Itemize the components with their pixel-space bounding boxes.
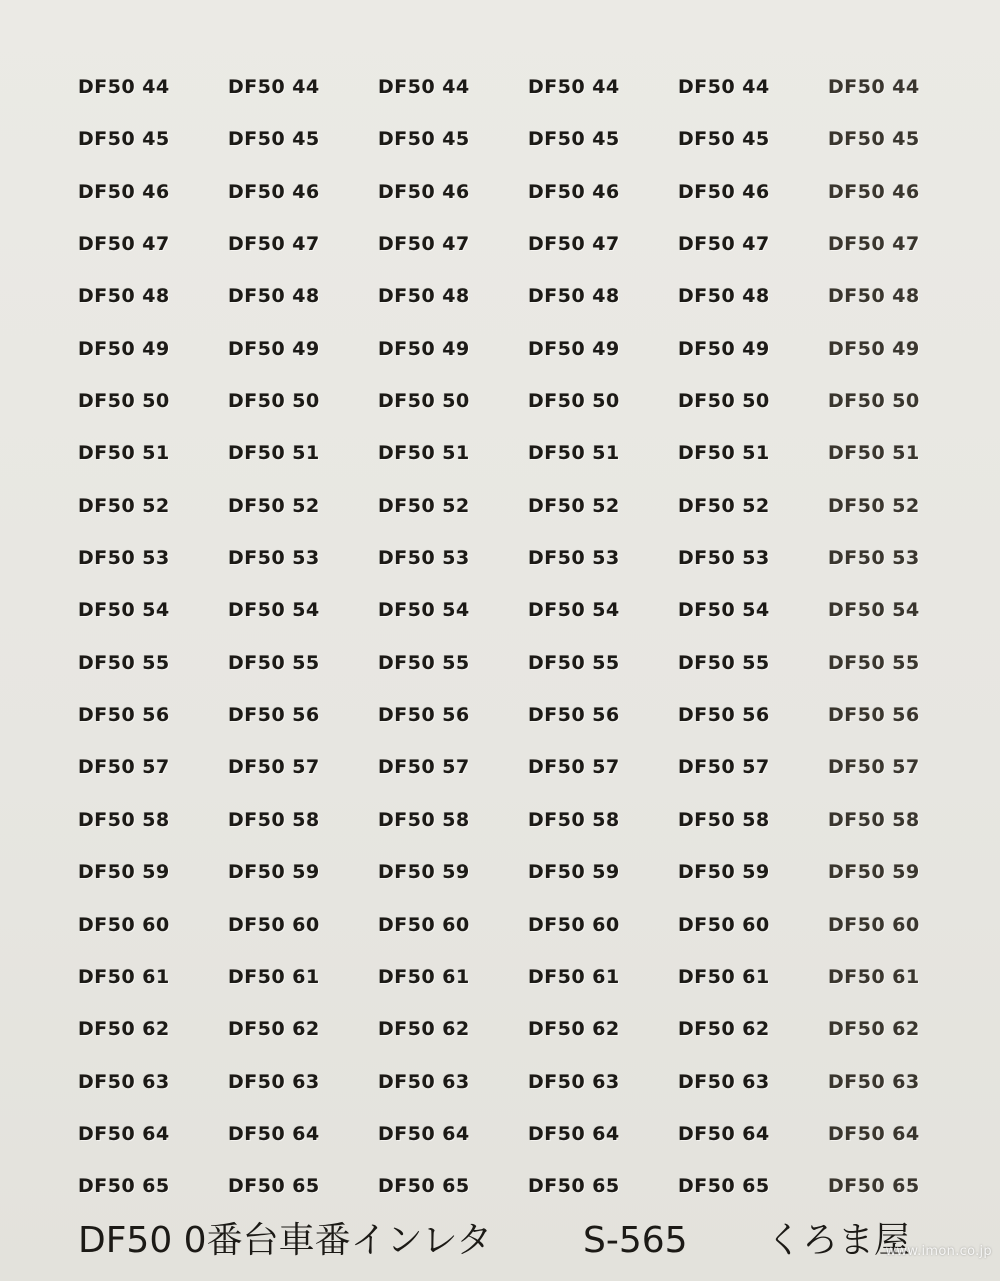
number-plate: DF50 51: [228, 442, 320, 465]
number-plate: DF50 64: [828, 1122, 920, 1145]
number-plate: DF50 50: [78, 390, 170, 413]
number-plate: DF50 61: [828, 965, 920, 988]
number-plate: DF50 63: [828, 1070, 920, 1093]
number-plate: DF50 61: [78, 965, 170, 988]
number-plate: DF50 57: [228, 756, 320, 779]
number-plate: DF50 46: [678, 180, 770, 203]
number-plate: DF50 60: [378, 913, 470, 936]
number-plate: DF50 58: [228, 808, 320, 831]
number-plate: DF50 44: [378, 76, 470, 98]
number-plate: DF50 62: [228, 1018, 320, 1041]
number-plate: DF50 60: [828, 913, 920, 936]
number-plate: DF50 55: [228, 651, 320, 674]
number-plate: DF50 60: [78, 913, 170, 936]
number-plate: DF50 51: [678, 442, 770, 465]
number-plate: DF50 51: [828, 442, 920, 465]
number-plate: DF50 58: [528, 808, 620, 831]
watermark: www.imon.co.jp: [885, 1244, 992, 1259]
number-plate: DF50 48: [528, 285, 620, 308]
number-plate: DF50 44: [228, 76, 320, 98]
product-title: DF50 0番台車番インレタ: [78, 1220, 493, 1261]
maker-name: くろま屋: [766, 1220, 911, 1261]
number-plate: DF50 57: [828, 756, 920, 779]
number-plate: DF50 55: [678, 651, 770, 674]
number-plate: DF50 59: [228, 861, 320, 884]
number-plate: DF50 54: [678, 599, 770, 622]
number-plate: DF50 46: [378, 180, 470, 203]
number-plate: DF50 63: [678, 1070, 770, 1093]
number-plate: DF50 44: [828, 76, 920, 98]
number-plate: DF50 64: [528, 1122, 620, 1145]
number-plate: DF50 52: [678, 494, 770, 517]
number-plate: DF50 52: [528, 494, 620, 517]
number-plate: DF50 53: [378, 547, 470, 570]
number-plate: DF50 62: [378, 1018, 470, 1041]
number-plate: DF50 62: [528, 1018, 620, 1041]
number-plate: DF50 56: [78, 704, 170, 727]
number-plate: DF50 56: [678, 704, 770, 727]
number-plate: DF50 60: [528, 913, 620, 936]
number-plate: DF50 61: [678, 965, 770, 988]
number-plate: DF50 51: [78, 442, 170, 465]
number-plate: DF50 48: [78, 285, 170, 308]
number-plate: DF50 58: [378, 808, 470, 831]
number-plate: DF50 45: [78, 128, 170, 151]
number-plate: DF50 61: [528, 965, 620, 988]
number-plate: DF50 60: [228, 913, 320, 936]
number-plate: DF50 51: [378, 442, 470, 465]
number-plate: DF50 58: [678, 808, 770, 831]
number-plate-grid: [78, 72, 958, 1224]
number-plate: DF50 48: [228, 285, 320, 308]
number-plate: DF50 52: [828, 494, 920, 517]
number-plate: DF50 46: [78, 180, 170, 203]
number-plate: DF50 54: [78, 599, 170, 622]
number-plate: DF50 65: [378, 1175, 470, 1198]
number-plate: DF50 49: [228, 337, 320, 360]
number-plate: DF50 55: [378, 651, 470, 674]
number-plate: DF50 56: [378, 704, 470, 727]
number-plate: DF50 65: [78, 1175, 170, 1198]
number-plate: DF50 65: [228, 1175, 320, 1198]
number-plate: DF50 50: [828, 390, 920, 413]
number-plate: DF50 56: [528, 704, 620, 727]
number-plate: DF50 62: [678, 1018, 770, 1041]
number-plate: DF50 59: [378, 861, 470, 884]
number-plate: DF50 48: [828, 285, 920, 308]
number-plate: DF50 44: [528, 76, 620, 98]
number-plate: DF50 52: [78, 494, 170, 517]
number-plate: DF50 54: [228, 599, 320, 622]
number-plate: DF50 56: [228, 704, 320, 727]
number-plate: DF50 53: [228, 547, 320, 570]
number-plate: DF50 49: [78, 337, 170, 360]
number-plate: DF50 46: [228, 180, 320, 203]
number-plate: DF50 45: [828, 128, 920, 151]
number-plate: DF50 44: [678, 76, 770, 98]
number-plate: DF50 65: [828, 1175, 920, 1198]
number-plate: DF50 47: [828, 233, 920, 256]
number-plate: DF50 63: [228, 1070, 320, 1093]
number-plate: DF50 56: [828, 704, 920, 727]
number-plate: DF50 62: [828, 1018, 920, 1041]
number-plate: DF50 63: [528, 1070, 620, 1093]
number-plate: DF50 53: [528, 547, 620, 570]
number-plate: DF50 59: [528, 861, 620, 884]
number-plate: DF50 45: [228, 128, 320, 151]
number-plate: DF50 45: [528, 128, 620, 151]
number-plate: DF50 49: [678, 337, 770, 360]
number-plate: DF50 57: [528, 756, 620, 779]
number-plate: DF50 59: [78, 861, 170, 884]
number-plate: DF50 50: [528, 390, 620, 413]
number-plate: DF50 55: [528, 651, 620, 674]
number-plate: DF50 55: [828, 651, 920, 674]
number-plate: DF50 49: [828, 337, 920, 360]
sheet-footer: [78, 1218, 978, 1268]
number-plate: DF50 58: [828, 808, 920, 831]
number-plate: DF50 53: [78, 547, 170, 570]
number-plate: DF50 59: [678, 861, 770, 884]
number-plate: DF50 54: [828, 599, 920, 622]
number-plate: DF50 47: [378, 233, 470, 256]
number-plate: DF50 47: [228, 233, 320, 256]
number-plate: DF50 52: [378, 494, 470, 517]
number-plate: DF50 65: [678, 1175, 770, 1198]
number-plate: DF50 50: [228, 390, 320, 413]
number-plate: DF50 50: [378, 390, 470, 413]
number-plate: DF50 52: [228, 494, 320, 517]
number-plate: DF50 54: [378, 599, 470, 622]
number-plate: DF50 57: [378, 756, 470, 779]
number-plate: DF50 63: [78, 1070, 170, 1093]
number-plate: DF50 47: [528, 233, 620, 256]
number-plate: DF50 61: [378, 965, 470, 988]
number-plate: DF50 49: [378, 337, 470, 360]
number-plate: DF50 44: [78, 76, 170, 98]
number-plate: DF50 47: [78, 233, 170, 256]
number-plate: DF50 62: [78, 1018, 170, 1041]
number-plate: DF50 61: [228, 965, 320, 988]
number-plate: DF50 63: [378, 1070, 470, 1093]
number-plate: DF50 47: [678, 233, 770, 256]
number-plate: DF50 64: [678, 1122, 770, 1145]
number-plate: DF50 53: [828, 547, 920, 570]
number-plate: DF50 45: [378, 128, 470, 151]
number-plate: DF50 64: [228, 1122, 320, 1145]
number-plate: DF50 64: [378, 1122, 470, 1145]
number-plate: DF50 65: [528, 1175, 620, 1198]
number-plate: DF50 50: [678, 390, 770, 413]
number-plate: DF50 64: [78, 1122, 170, 1145]
number-plate: DF50 46: [828, 180, 920, 203]
product-code: S-565: [583, 1220, 688, 1261]
number-plate: DF50 48: [678, 285, 770, 308]
number-plate: DF50 46: [528, 180, 620, 203]
number-plate: DF50 57: [678, 756, 770, 779]
number-plate: DF50 45: [678, 128, 770, 151]
number-plate: DF50 57: [78, 756, 170, 779]
number-plate: DF50 48: [378, 285, 470, 308]
number-plate: DF50 53: [678, 547, 770, 570]
number-plate: DF50 59: [828, 861, 920, 884]
number-plate: DF50 51: [528, 442, 620, 465]
number-plate: DF50 55: [78, 651, 170, 674]
number-plate: DF50 54: [528, 599, 620, 622]
number-plate: DF50 49: [528, 337, 620, 360]
number-plate: DF50 58: [78, 808, 170, 831]
number-plate: DF50 60: [678, 913, 770, 936]
